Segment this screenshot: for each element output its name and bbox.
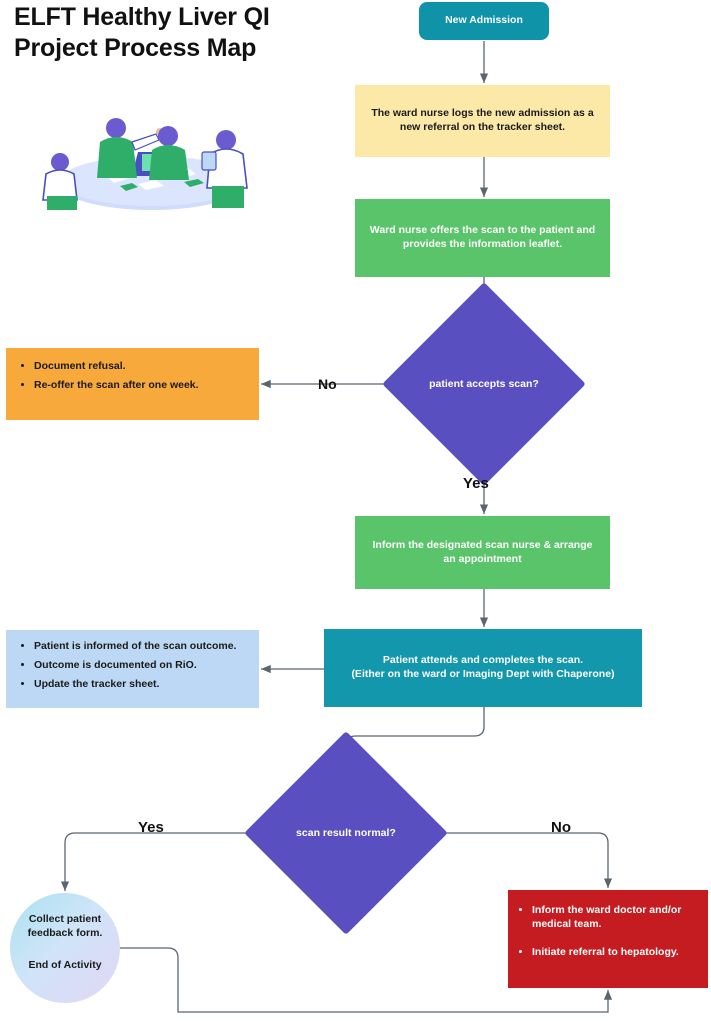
node-offer-scan-label: Ward nurse offers the scan to the patient and provides the information leaflet.: [369, 224, 596, 250]
node-start-label: New Admission: [445, 14, 523, 27]
team-meeting-illustration: [20, 92, 280, 222]
node-offer-scan[interactable]: [355, 199, 610, 277]
edge-label-yes-accepts: Yes: [463, 475, 489, 492]
node-end-of-activity[interactable]: [10, 893, 120, 1003]
list-item: • Outcome is documented on RiO.: [34, 659, 249, 673]
list-item: • Patient is informed of the scan outcome.: [34, 640, 249, 654]
page-title: ELFT Healthy Liver QI Project Process Map: [14, 3, 270, 63]
edge-label-yes-result: Yes: [138, 819, 164, 836]
decision-result-label: scan result normal?: [296, 826, 396, 839]
node-patient-attends-scan[interactable]: [324, 629, 642, 707]
node-new-admission[interactable]: [419, 2, 549, 40]
decision-accepts-label: patient accepts scan?: [429, 377, 539, 390]
list-item: • Re-offer the scan after one week.: [34, 379, 249, 393]
list-item: • Initiate referral to hepatology.: [532, 946, 700, 960]
node-document-refusal[interactable]: [6, 348, 259, 420]
list-item: • Document refusal.: [34, 360, 249, 374]
list-item: • Update the tracker sheet.: [34, 678, 249, 692]
refusal-list: [16, 360, 249, 393]
node-end-line2: End of Activity: [28, 958, 102, 971]
edge-label-no-result: No: [551, 819, 571, 836]
node-end-line1: Collect patient feedback form.: [27, 913, 103, 939]
node-attends-line1: Patient attends and completes the scan.: [382, 654, 584, 667]
node-inform-scan-nurse[interactable]: [355, 516, 610, 589]
escalate-list: [512, 904, 700, 960]
node-escalate-abnormal-result[interactable]: [508, 890, 708, 988]
node-patient-informed[interactable]: [6, 630, 259, 708]
node-attends-line2: (Either on the ward or Imaging Dept with Chaperone): [351, 668, 615, 680]
informed-list: [16, 640, 249, 692]
node-log-referral-label: The ward nurse logs the new admission as a new referral on the tracker sheet.: [371, 107, 594, 133]
list-item: • Inform the ward doctor and/or medical team.: [532, 904, 700, 932]
edge-label-no-accepts: No: [318, 376, 337, 392]
node-attends-text: [351, 654, 614, 682]
node-log-referral[interactable]: [355, 85, 610, 157]
node-inform-nurse-label: Inform the designated scan nurse & arrange an appointment: [372, 538, 593, 565]
